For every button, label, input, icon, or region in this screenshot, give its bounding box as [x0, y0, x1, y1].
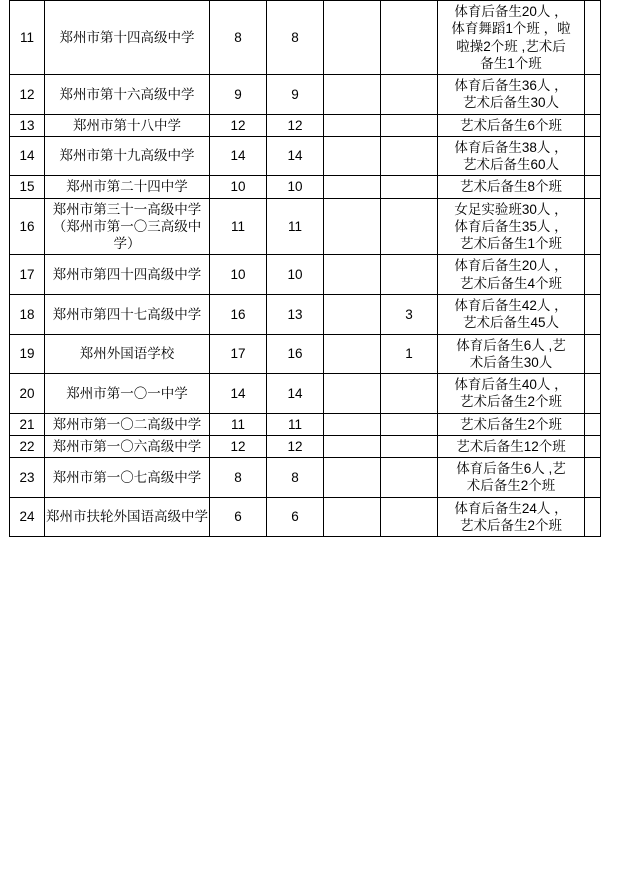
row-index-cell: 11 [10, 1, 45, 75]
remark-cell [438, 374, 585, 414]
remark-line: 体育后备生20人 ， [454, 258, 568, 274]
extra-class-cell [324, 198, 381, 255]
special-class-cell [381, 413, 438, 435]
trailing-cell [585, 1, 601, 75]
remark-cell [438, 1, 585, 75]
school-name-cell: 郑州市第一〇六高级中学 [45, 435, 210, 457]
school-name-cell: 郑州市第十八中学 [45, 114, 210, 136]
special-class-cell [381, 114, 438, 136]
special-class-cell: 1 [381, 334, 438, 374]
special-class-cell [381, 497, 438, 537]
trailing-cell [585, 255, 601, 295]
remark-line: 啦操2个班 ,艺术后 [456, 38, 566, 54]
remark-line: 术后备生2个班 [466, 478, 556, 494]
class-count-cell: 9 [210, 75, 267, 115]
trailing-cell [585, 198, 601, 255]
remark-cell [438, 334, 585, 374]
remark-cell [438, 255, 585, 295]
table-row [10, 374, 601, 414]
remark-cell [438, 458, 585, 498]
regular-class-cell: 9 [267, 75, 324, 115]
school-name-cell: 郑州市第四十七高级中学 [45, 294, 210, 334]
regular-class-cell: 11 [267, 413, 324, 435]
class-count-cell: 12 [210, 114, 267, 136]
trailing-cell [585, 114, 601, 136]
remark-line: 体育后备生6人 ,艺 [456, 337, 566, 353]
extra-class-cell [324, 497, 381, 537]
class-count-cell: 14 [210, 374, 267, 414]
special-class-cell: 3 [381, 294, 438, 334]
remark-cell [438, 294, 585, 334]
remark-line: 术后备生30人 [469, 354, 553, 370]
remark-line: 艺术后备生60人 [462, 157, 560, 173]
special-class-cell [381, 198, 438, 255]
remark-line: 艺术后备生2个班 [459, 416, 562, 432]
table-row [10, 435, 601, 457]
row-index-cell: 19 [10, 334, 45, 374]
table-row [10, 114, 601, 136]
special-class-cell [381, 374, 438, 414]
class-count-cell: 16 [210, 294, 267, 334]
remark-cell [438, 413, 585, 435]
remark-cell [438, 435, 585, 457]
regular-class-cell: 16 [267, 334, 324, 374]
table-row [10, 334, 601, 374]
remark-line: 艺术后备生30人 [462, 95, 560, 111]
class-count-cell: 14 [210, 136, 267, 176]
special-class-cell [381, 458, 438, 498]
school-enrollment-table [9, 0, 601, 537]
school-name-cell: 郑州市第一〇七高级中学 [45, 458, 210, 498]
class-count-cell: 12 [210, 435, 267, 457]
trailing-cell [585, 75, 601, 115]
school-name-cell: 郑州市扶轮外国语高级中学 [45, 497, 210, 537]
row-index-cell: 12 [10, 75, 45, 115]
trailing-cell [585, 497, 601, 537]
regular-class-cell: 8 [267, 458, 324, 498]
table-row [10, 497, 601, 537]
remark-cell [438, 198, 585, 255]
special-class-cell [381, 75, 438, 115]
remark-line: 艺术后备生45人 [462, 315, 560, 331]
row-index-cell: 15 [10, 176, 45, 198]
table-row [10, 198, 601, 255]
remark-line: 艺术后备生6个班 [459, 117, 562, 133]
remark-line: 艺术后备生1个班 [459, 236, 562, 252]
class-count-cell: 8 [210, 1, 267, 75]
regular-class-cell: 10 [267, 176, 324, 198]
special-class-cell [381, 435, 438, 457]
row-index-cell: 16 [10, 198, 45, 255]
trailing-cell [585, 294, 601, 334]
table-row [10, 136, 601, 176]
trailing-cell [585, 458, 601, 498]
remark-cell [438, 497, 585, 537]
trailing-cell [585, 413, 601, 435]
class-count-cell: 11 [210, 413, 267, 435]
extra-class-cell [324, 114, 381, 136]
school-name-cell: 郑州外国语学校 [45, 334, 210, 374]
remark-line: 体育后备生42人 ， [454, 297, 568, 313]
class-count-cell: 10 [210, 255, 267, 295]
extra-class-cell [324, 334, 381, 374]
regular-class-cell: 14 [267, 136, 324, 176]
school-name-cell: 郑州市第三十一高级中学（郑州市第一〇三高级中学） [45, 198, 210, 255]
school-name-cell: 郑州市第四十四高级中学 [45, 255, 210, 295]
trailing-cell [585, 334, 601, 374]
remark-line: 艺术后备生4个班 [459, 275, 562, 291]
extra-class-cell [324, 413, 381, 435]
school-name-cell: 郑州市第二十四中学 [45, 176, 210, 198]
table-body [10, 1, 601, 537]
extra-class-cell [324, 1, 381, 75]
remark-cell [438, 136, 585, 176]
school-name-cell: 郑州市第一〇二高级中学 [45, 413, 210, 435]
school-name-cell: 郑州市第一〇一中学 [45, 374, 210, 414]
class-count-cell: 10 [210, 176, 267, 198]
remark-line: 备生1个班 [480, 55, 542, 71]
extra-class-cell [324, 458, 381, 498]
remark-line: 体育后备生24人 ， [454, 500, 568, 516]
row-index-cell: 23 [10, 458, 45, 498]
remark-line: 艺术后备生2个班 [459, 517, 562, 533]
regular-class-cell: 12 [267, 435, 324, 457]
extra-class-cell [324, 176, 381, 198]
row-index-cell: 24 [10, 497, 45, 537]
table-row [10, 255, 601, 295]
class-count-cell: 17 [210, 334, 267, 374]
table-row [10, 176, 601, 198]
row-index-cell: 14 [10, 136, 45, 176]
class-count-cell: 11 [210, 198, 267, 255]
special-class-cell [381, 255, 438, 295]
trailing-cell [585, 374, 601, 414]
remark-line: 艺术后备生12个班 [456, 438, 566, 454]
extra-class-cell [324, 75, 381, 115]
extra-class-cell [324, 374, 381, 414]
remark-line: 体育后备生40人 ， [454, 377, 568, 393]
regular-class-cell: 6 [267, 497, 324, 537]
row-index-cell: 18 [10, 294, 45, 334]
remark-cell [438, 176, 585, 198]
row-index-cell: 22 [10, 435, 45, 457]
regular-class-cell: 12 [267, 114, 324, 136]
remark-line: 艺术后备生2个班 [459, 394, 562, 410]
table-row [10, 413, 601, 435]
special-class-cell [381, 1, 438, 75]
table-row [10, 1, 601, 75]
table-row [10, 294, 601, 334]
trailing-cell [585, 435, 601, 457]
school-name-cell: 郑州市第十六高级中学 [45, 75, 210, 115]
school-name-cell: 郑州市第十四高级中学 [45, 1, 210, 75]
table-row [10, 458, 601, 498]
row-index-cell: 21 [10, 413, 45, 435]
class-count-cell: 6 [210, 497, 267, 537]
special-class-cell [381, 136, 438, 176]
extra-class-cell [324, 435, 381, 457]
regular-class-cell: 14 [267, 374, 324, 414]
regular-class-cell: 13 [267, 294, 324, 334]
special-class-cell [381, 176, 438, 198]
extra-class-cell [324, 136, 381, 176]
row-index-cell: 13 [10, 114, 45, 136]
row-index-cell: 17 [10, 255, 45, 295]
school-name-cell: 郑州市第十九高级中学 [45, 136, 210, 176]
extra-class-cell [324, 294, 381, 334]
remark-line: 艺术后备生8个班 [459, 179, 562, 195]
regular-class-cell: 10 [267, 255, 324, 295]
trailing-cell [585, 136, 601, 176]
table-row [10, 75, 601, 115]
remark-line: 体育后备生20人 ， [454, 4, 568, 19]
remark-line: 体育舞蹈1个班 ，啦 [451, 21, 571, 37]
class-count-cell: 8 [210, 458, 267, 498]
remark-line: 体育后备生38人 ， [454, 139, 568, 155]
regular-class-cell: 8 [267, 1, 324, 75]
remark-line: 体育后备生36人 ， [454, 78, 568, 94]
row-index-cell: 20 [10, 374, 45, 414]
remark-line: 女足实验班30人 ， [454, 201, 568, 217]
extra-class-cell [324, 255, 381, 295]
trailing-cell [585, 176, 601, 198]
remark-line: 体育后备生35人 ， [454, 218, 568, 234]
remark-cell [438, 75, 585, 115]
remark-cell [438, 114, 585, 136]
remark-line: 体育后备生6人 ,艺 [456, 461, 566, 477]
regular-class-cell: 11 [267, 198, 324, 255]
